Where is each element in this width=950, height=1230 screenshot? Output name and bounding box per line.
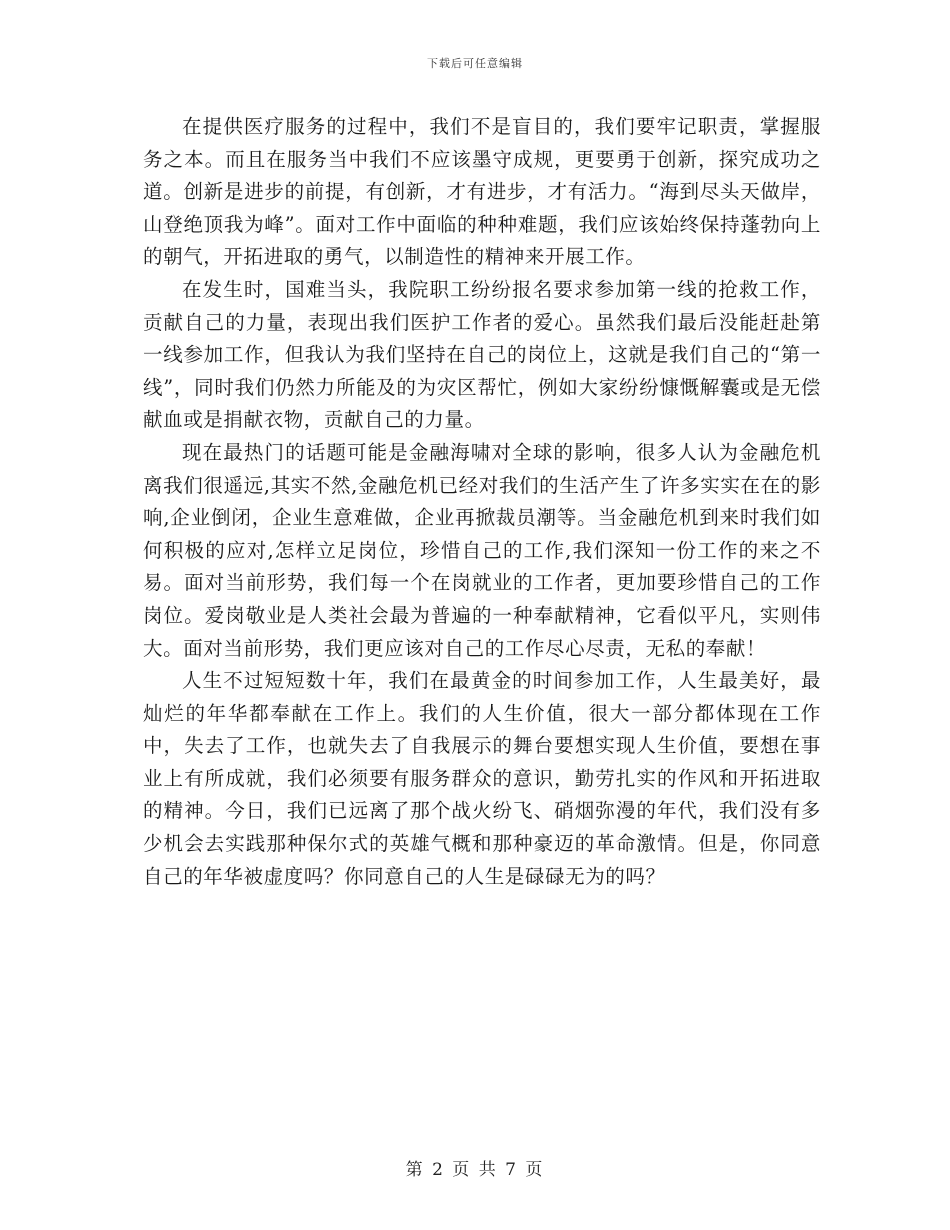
paragraph-4: 人生不过短短数十年，我们在最黄金的时间参加工作，人生最美好，最灿烂的年华都奉献在工作上。我们的人生价值，很大一部分都体现在工作中，失去了工作，也就失去了自我展示的舞台要想实现人生价值，要想在事业上有所成就，我们必须要有服务群众的意识，勤劳扎实的作风和开拓进取的精神。今日，我们已远离了那个战火纷飞、硝烟弥漫的年代，我们没有多少机会去实践那种保尔式的英雄气概和那种豪迈的革命激情。但是，你同意自己的年华被虚度吗？你同意自己的人生是碌碌无为的吗？: [143, 669, 821, 888]
paragraph-3: 现在最热门的话题可能是金融海啸对全球的影响，很多人认为金融危机离我们很遥远,其实不然,金融危机已经对我们的生活产生了许多实实在在的影响,企业倒闭，企业生意难做，企业再掀裁员潮等。当金融危机到来时我们如何积极的应对,怎样立足岗位，珍惜自己的工作,我们深知一份工作的来之不易。面对当前形势，我们每一个在岗就业的工作者，更加要珍惜自己的工作岗位。爱岗敬业是人类社会最为普遍的一种奉献精神，它看似平凡，实则伟大。面对当前形势，我们更应该对自己的工作尽心尽责，无私的奉献！: [143, 440, 821, 660]
document-body: [143, 111, 821, 893]
page-footer: 第 2 页 共 7 页: [405, 1160, 545, 1180]
paragraph-1: 在提供医疗服务的过程中，我们不是盲目的，我们要牢记职责，掌握服务之本。而且在服务当中我们不应该墨守成规，更要勇于创新，探究成功之道。创新是进步的前提，有创新，才有进步，才有活力。“海到尽头天做岸，山登绝顶我为峰”。面对工作中面临的种种难题，我们应该始终保持蓬勃向上的朝气，开拓进取的勇气，以制造性的精神来开展工作。: [143, 115, 821, 269]
paragraph-2: 在发生时，国难当头，我院职工纷纷报名要求参加第一线的抢救工作，贡献自己的力量，表现出我们医护工作者的爱心。虽然我们最后没能赶赴第一线参加工作，但我认为我们坚持在自己的岗位上，这就是我们自己的“第一线”，同时我们仍然力所能及的为灾区帮忙，例如大家纷纷慷慨解囊或是无偿献血或是捐献衣物，贡献自己的力量。: [143, 277, 821, 432]
page-header: 下载后可任意编辑: [427, 57, 523, 70]
